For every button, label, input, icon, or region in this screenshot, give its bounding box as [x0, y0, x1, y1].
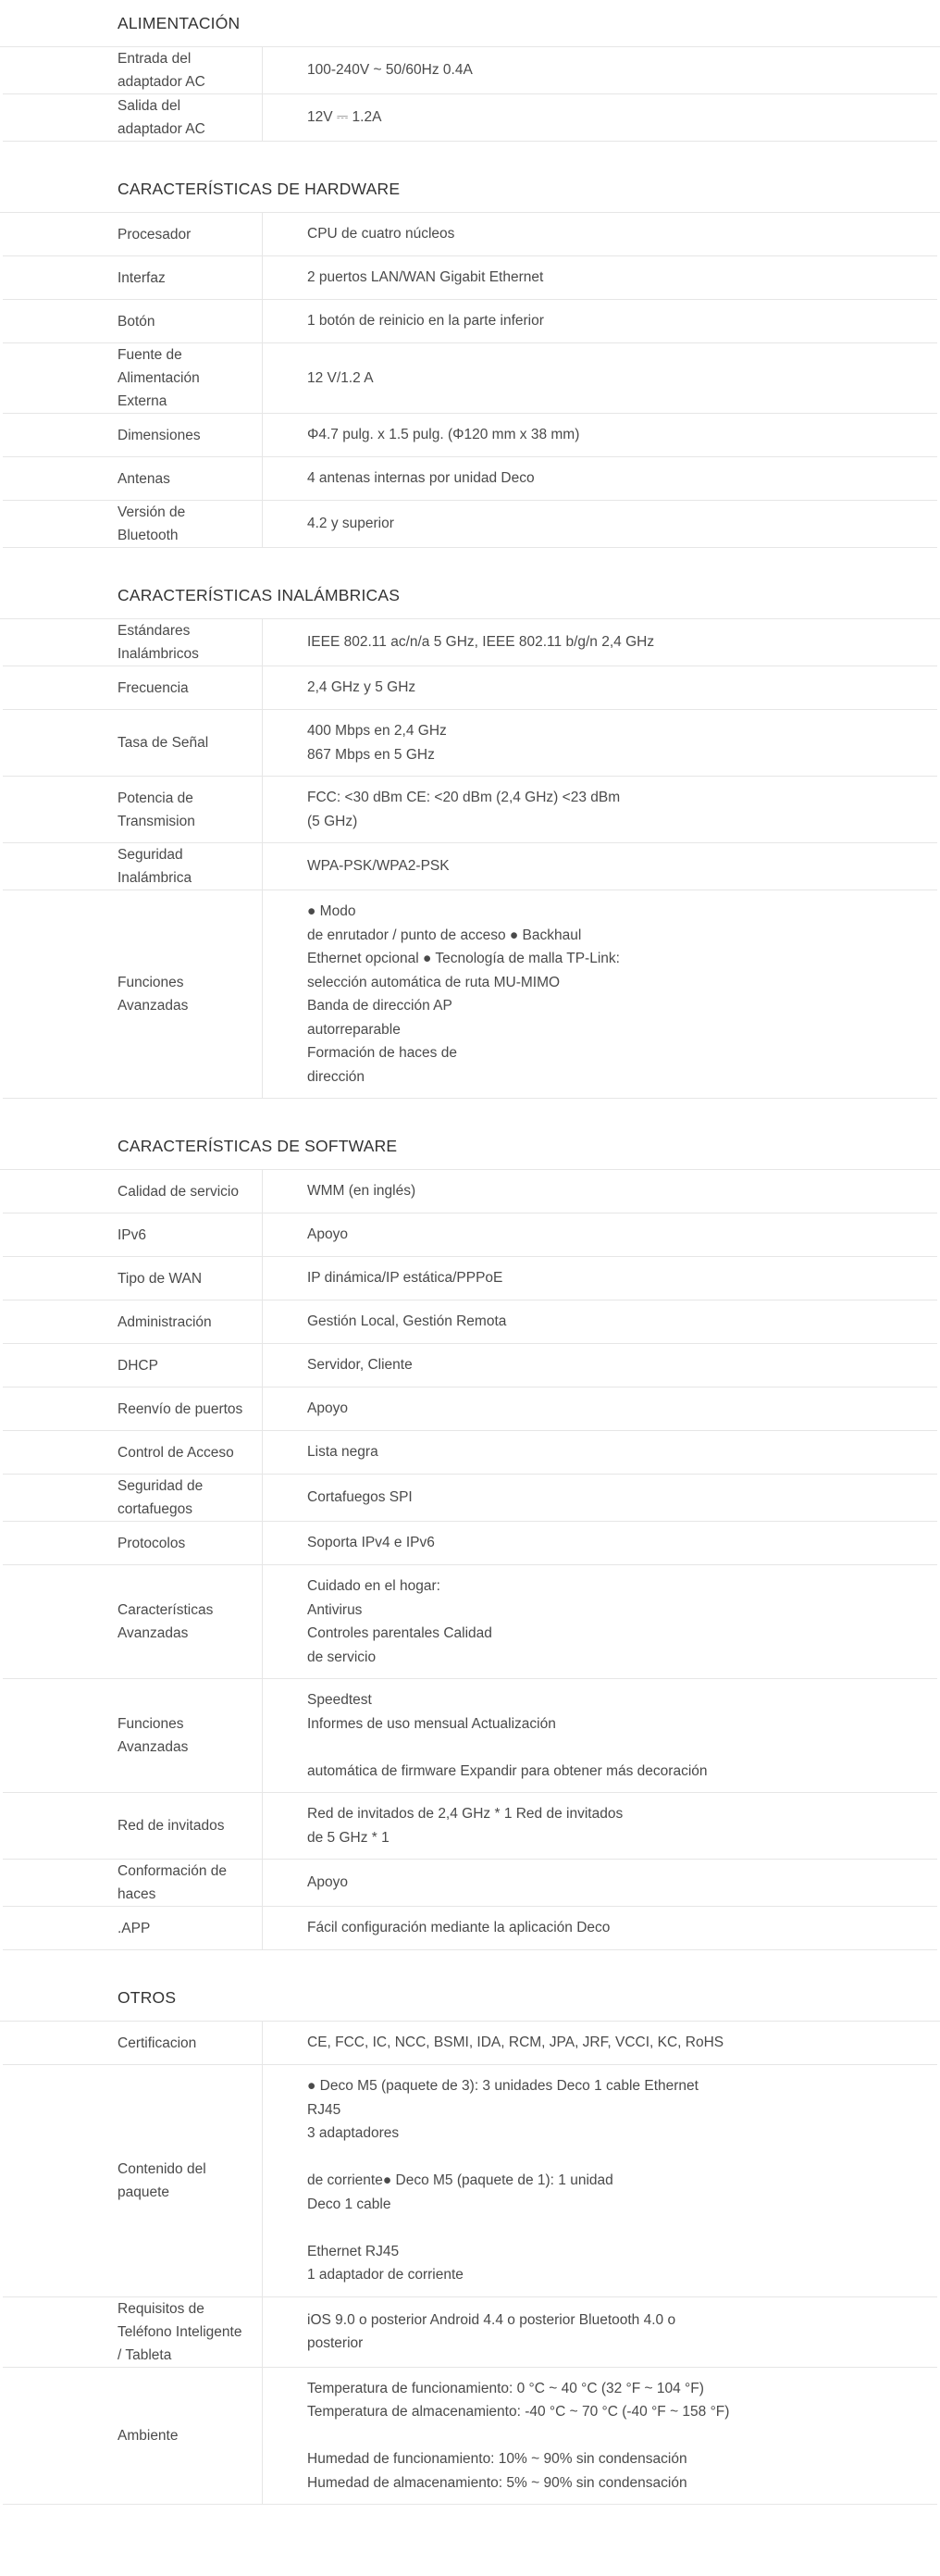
spec-label: Certificacion [118, 2035, 197, 2051]
spec-row [3, 501, 937, 548]
spec-label: .APP [118, 1920, 151, 1936]
spec-value: CPU de cuatro núcleos [307, 226, 455, 243]
spec-value: Speedtest Informes de uso mensual Actualización automática de firmware Expandir para obtener más decoración [307, 1692, 708, 1779]
section-spacer [0, 1950, 940, 1974]
spec-label: Administración [118, 1313, 212, 1330]
spec-row [3, 619, 937, 666]
spec-value: 4 antenas internas por unidad Deco [307, 470, 535, 487]
spec-value: Temperatura de funcionamiento: 0 °C ~ 40 °C (32 °F ~ 104 °F) Temperatura de almacenamiento: -40 °C ~ 70 °C (-40 °F ~ 158 °F) Humedad de funcionamiento: 10% ~ 90% sin condensación Humedad de almacenamiento: 5% ~ 90% sin condensación [307, 2380, 730, 2491]
spec-row [3, 457, 937, 501]
spec-value: Soporta IPv4 e IPv6 [307, 1535, 435, 1551]
spec-label: Interfaz [118, 269, 166, 286]
spec-label: Botón [118, 313, 155, 330]
section-spacer [0, 548, 940, 572]
spec-row [3, 1257, 937, 1300]
spec-value: iOS 9.0 o posterior Android 4.4 o posterior Bluetooth 4.0 o posterior [307, 2311, 676, 2351]
spec-value: 400 Mbps en 2,4 GHz 867 Mbps en 5 GHz [307, 723, 447, 763]
spec-label: Tipo de WAN [118, 1270, 203, 1287]
spec-label: Calidad de servicio [118, 1183, 239, 1200]
spec-row [3, 1793, 937, 1860]
spec-value: Lista negra [307, 1444, 378, 1461]
spec-label: Tasa de Señal [118, 735, 209, 751]
spec-value: 4.2 y superior [307, 516, 394, 532]
spec-row [3, 47, 937, 94]
spec-row [3, 213, 937, 256]
spec-section [0, 0, 940, 166]
spec-section [0, 166, 940, 572]
spec-label: Potencia de Transmision [118, 790, 195, 829]
section-title: CARACTERÍSTICAS INALÁMBRICAS [0, 572, 940, 619]
spec-label: Antenas [118, 470, 170, 487]
spec-label: Reenvío de puertos [118, 1400, 243, 1417]
spec-label: Ambiente [118, 2427, 179, 2444]
section-title: CARACTERÍSTICAS DE HARDWARE [0, 166, 940, 213]
spec-label: Estándares Inalámbricos [118, 623, 199, 662]
spec-label: Red de invitados [118, 1818, 225, 1834]
spec-row [3, 1907, 937, 1950]
spec-row [3, 666, 937, 710]
spec-label: Conformación de haces [118, 1863, 228, 1902]
spec-row [3, 2022, 937, 2065]
spec-label: Funciones Avanzadas [118, 1716, 189, 1755]
spec-row [3, 300, 937, 343]
section-spacer [0, 1099, 940, 1123]
spec-value: Φ4.7 pulg. x 1.5 pulg. (Φ120 mm x 38 mm) [307, 427, 580, 443]
spec-value: WMM (en inglés) [307, 1183, 416, 1200]
spec-value: 12 V/1.2 A [307, 369, 374, 386]
spec-value: Apoyo [307, 1226, 348, 1243]
spec-label: Procesador [118, 226, 192, 243]
spec-section [0, 1123, 940, 1974]
spec-label: Funciones Avanzadas [118, 975, 189, 1014]
spec-row [3, 1860, 937, 1907]
spec-value: 2 puertos LAN/WAN Gigabit Ethernet [307, 269, 544, 286]
spec-row [3, 1170, 937, 1213]
spec-row [3, 710, 937, 777]
spec-value: Apoyo [307, 1874, 348, 1891]
spec-value: Gestión Local, Gestión Remota [307, 1313, 507, 1330]
spec-row [3, 414, 937, 457]
spec-row [3, 94, 937, 142]
section-spacer [0, 142, 940, 166]
spec-value: 2,4 GHz y 5 GHz [307, 679, 416, 696]
spec-label: Contenido del paquete [118, 2160, 206, 2200]
spec-row [3, 2297, 937, 2368]
spec-value: WPA-PSK/WPA2-PSK [307, 858, 450, 875]
spec-row [3, 890, 937, 1099]
spec-row [3, 1388, 937, 1431]
spec-label: DHCP [118, 1357, 158, 1374]
section-title: CARACTERÍSTICAS DE SOFTWARE [0, 1123, 940, 1170]
section-title: OTROS [0, 1974, 940, 2022]
spec-value: Cuidado en el hogar: Antivirus Controles parentales Calidad de servicio [307, 1578, 492, 1665]
spec-value: Apoyo [307, 1400, 348, 1417]
spec-value: IEEE 802.11 ac/n/a 5 GHz, IEEE 802.11 b/g/n 2,4 GHz [307, 634, 655, 651]
spec-value: 100-240V ~ 50/60Hz 0.4A [307, 62, 473, 79]
spec-row [3, 256, 937, 300]
spec-label: Versión de Bluetooth [118, 504, 186, 543]
spec-value: ● Modo de enrutador / punto de acceso ● Backhaul Ethernet opcional ● Tecnología de malla TP-Link: selección automática de ruta MU-MIMO Banda de dirección AP autorreparable Formación de haces de dirección [307, 903, 620, 1085]
spec-section [0, 1974, 940, 2505]
spec-label: Frecuencia [118, 679, 189, 696]
spec-section [0, 572, 940, 1123]
spec-value: 1 botón de reinicio en la parte inferior [307, 313, 544, 330]
spec-row [3, 1565, 937, 1679]
spec-value: ● Deco M5 (paquete de 3): 3 unidades Deco 1 cable Ethernet RJ45 3 adaptadores de corriente● Deco M5 (paquete de 1): 1 unidad Deco 1 cable Ethernet RJ45 1 adaptador de corriente [307, 2078, 699, 2283]
spec-label: Seguridad Inalámbrica [118, 847, 192, 886]
spec-row [3, 1522, 937, 1565]
spec-row [3, 1679, 937, 1793]
spec-label: Fuente de Alimentación Externa [118, 347, 200, 409]
spec-label: IPv6 [118, 1226, 147, 1243]
spec-row [3, 777, 937, 843]
spec-label: Características Avanzadas [118, 1602, 214, 1641]
spec-label: Requisitos de Teléfono Inteligente / Tableta [118, 2300, 242, 2363]
spec-label: Dimensiones [118, 427, 201, 443]
spec-row [3, 1431, 937, 1475]
spec-value: Cortafuegos SPI [307, 1489, 413, 1506]
spec-value: Red de invitados de 2,4 GHz * 1 Red de invitados de 5 GHz * 1 [307, 1806, 624, 1846]
spec-row [3, 343, 937, 414]
spec-label: Entrada del adaptador AC [118, 51, 205, 90]
spec-row [3, 1475, 937, 1522]
spec-row [3, 2368, 937, 2506]
section-title: ALIMENTACIÓN [0, 0, 940, 47]
spec-value: 12V ⎓ 1.2A [307, 109, 382, 126]
spec-label: Protocolos [118, 1535, 186, 1551]
spec-label: Control de Acceso [118, 1444, 234, 1461]
spec-value: IP dinámica/IP estática/PPPoE [307, 1270, 503, 1287]
spec-value: FCC: <30 dBm CE: <20 dBm (2,4 GHz) <23 dBm (5 GHz) [307, 790, 621, 829]
spec-row [3, 843, 937, 890]
spec-value: CE, FCC, IC, NCC, BSMI, IDA, RCM, JPA, JRF, VCCI, KC, RoHS [307, 2035, 724, 2051]
spec-row [3, 1213, 937, 1257]
spec-row [3, 1300, 937, 1344]
spec-label: Salida del adaptador AC [118, 98, 205, 137]
spec-row [3, 1344, 937, 1388]
spec-value: Servidor, Cliente [307, 1357, 413, 1374]
spec-label: Seguridad de cortafuegos [118, 1478, 204, 1517]
spec-row [3, 2065, 937, 2297]
spec-value: Fácil configuración mediante la aplicación Deco [307, 1920, 611, 1936]
